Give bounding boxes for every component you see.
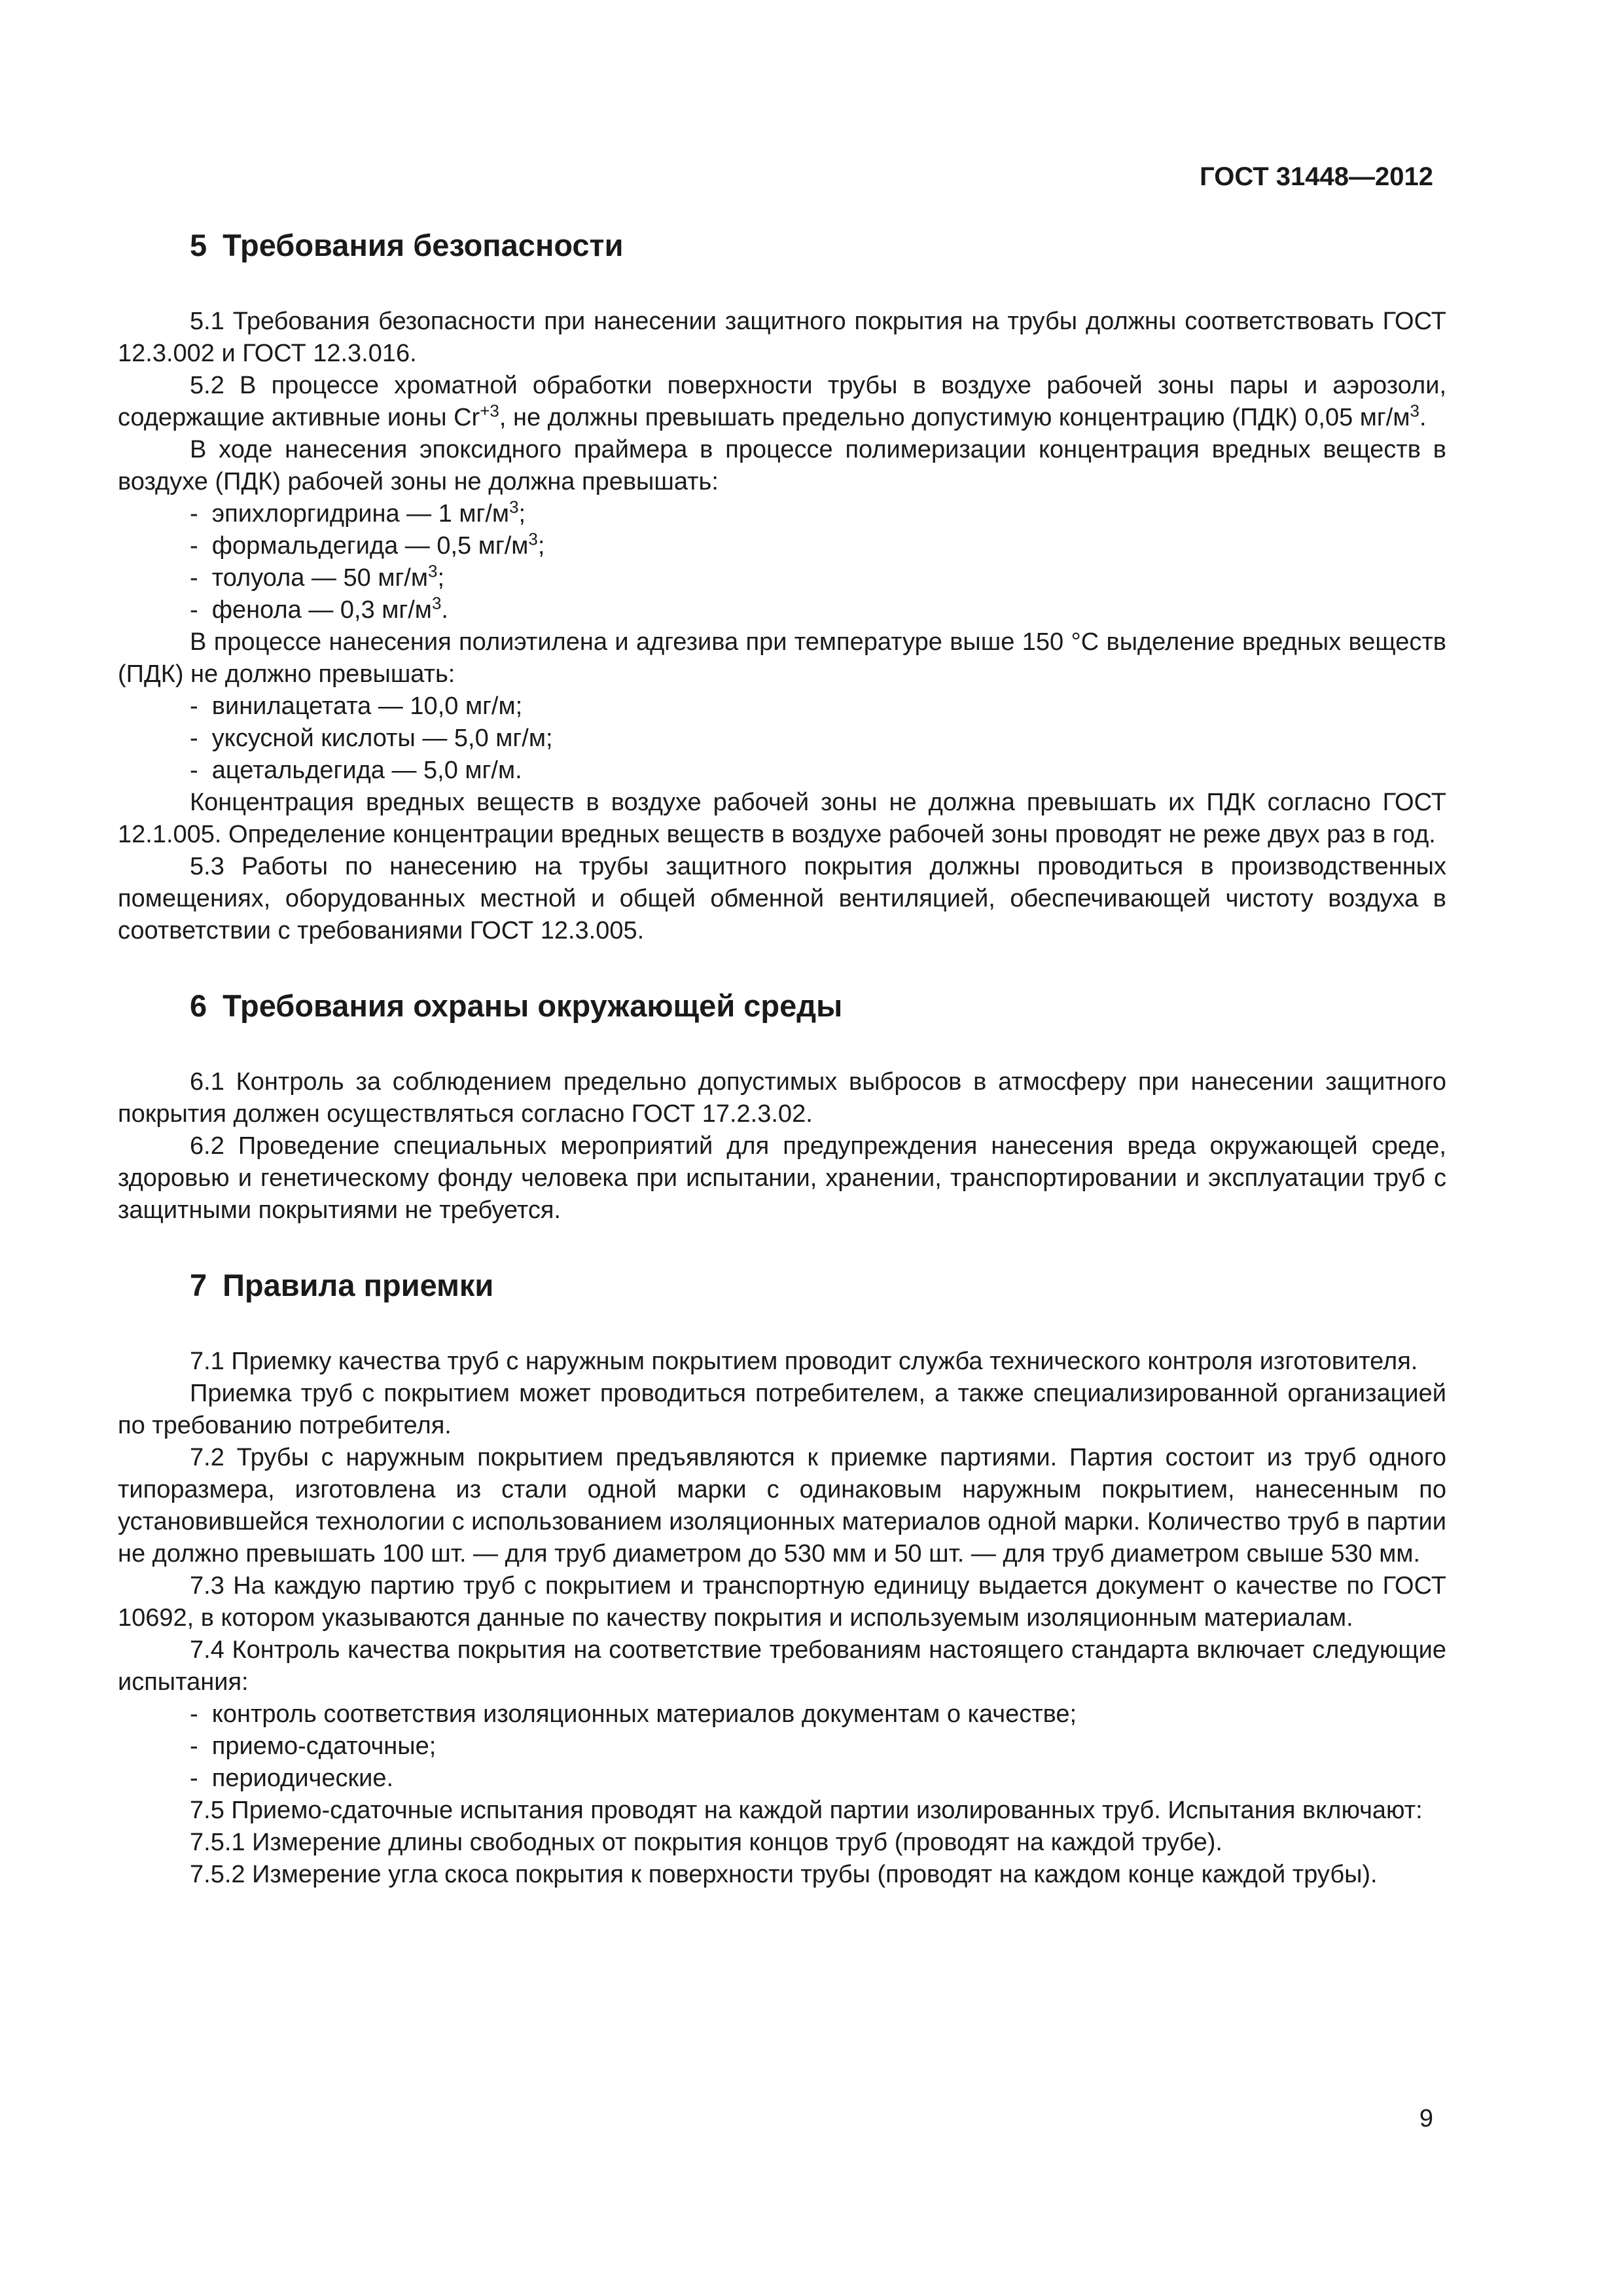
polyethylene-limits-list	[118, 691, 1446, 787]
clause-7-5-1: 7.5.1 Измерение длины свободных от покрытия концов труб (проводят на каждой трубе).	[190, 1829, 1222, 1856]
clause-5-3: 5.3 Работы по нанесению на трубы защитного покрытия должны проводиться в производственных помещениях, оборудованных местной и общей обменной вентиляцией, обеспечивающей чистоту воздуха в соответствии с требованиями ГОСТ 12.3.005.	[118, 853, 1446, 944]
page-number: 9	[1419, 2105, 1433, 2132]
concentration-paragraph: Концентрация вредных веществ в воздухе рабочей зоны не должна превышать их ПДК согласно ГОСТ 12.1.005. Определение концентрации вредных веществ в воздухе рабочей зоны проводят не реже двух раз в год.	[118, 789, 1446, 848]
clause-5-2-text-cont: , не должны превышать предельно допустимую концентрацию (ПДК) 0,05 мг/м	[499, 404, 1410, 431]
section-5-number: 5	[190, 228, 207, 262]
clause-7-1-cont: Приемка труб с покрытием может проводиться потребителем, а также специализированной организацией по требованию потребителя.	[118, 1380, 1446, 1439]
clause-6-1: 6.1 Контроль за соблюдением предельно допустимых выбросов в атмосферу при нанесении защитного покрытия должен осуществляться согласно ГОСТ 17.2.3.02.	[118, 1068, 1446, 1128]
clause-7-5: 7.5 Приемо-сдаточные испытания проводят на каждой партии изолированных труб. Испытания включают:	[190, 1797, 1423, 1824]
epoxy-limits-list	[118, 498, 1446, 626]
page-content	[118, 226, 1446, 1891]
clause-5-2	[118, 370, 1446, 434]
epoxy-intro: В ходе нанесения эпоксидного праймера в процессе полимеризации концентрация вредных веществ в воздухе (ПДК) рабочей зоны не должна превышать:	[118, 436, 1446, 495]
section-7-title: Правила приемки	[223, 1268, 494, 1302]
clause-7-4: 7.4 Контроль качества покрытия на соответствие требованиям настоящего стандарта включает следующие испытания:	[118, 1636, 1446, 1696]
list-item: - ацетальдегида — 5,0 мг/м.	[190, 755, 1446, 787]
tests-list	[118, 1698, 1446, 1795]
clause-5-2-superscript: +3	[480, 401, 499, 421]
list-item: - винилацетата — 10,0 мг/м;	[190, 691, 1446, 723]
section-6-number: 6	[190, 988, 207, 1023]
clause-5-2-superscript-unit: 3	[1410, 401, 1419, 421]
document-id: ГОСТ 31448—2012	[1200, 162, 1433, 191]
clause-5-2-end: .	[1419, 404, 1427, 431]
section-5-title: Требования безопасности	[223, 228, 624, 262]
clause-7-2: 7.2 Трубы с наружным покрытием предъявляются к приемке партиями. Партия состоит из труб одного типоразмера, изготовлена из стали одной марки с одинаковым наружным покрытием, нанесенным по установившейся технологии с использованием изоляционных материалов одной марки. Количество труб в партии не должно превышать 100 шт. — для труб диаметром до 530 мм и 50 шт. — для труб диаметром свыше 530 мм.	[118, 1444, 1446, 1568]
list-item: - фенола — 0,3 $мг/м^3$.	[190, 594, 1446, 626]
list-item: - толуола — 50 $мг/м^3$;	[190, 562, 1446, 594]
section-7-number: 7	[190, 1268, 207, 1302]
polyethylene-intro: В процессе нанесения полиэтилена и адгезива при температуре выше 150 °С выделение вредных веществ (ПДК) не должно превышать:	[118, 628, 1446, 688]
section-5-heading	[190, 226, 1446, 265]
list-item: - периодические.	[190, 1763, 1446, 1795]
clause-5-1: 5.1 Требования безопасности при нанесении защитного покрытия на трубы должны соответствовать ГОСТ 12.3.002 и ГОСТ 12.3.016.	[118, 308, 1446, 367]
section-6-title: Требования охраны окружающей среды	[223, 988, 843, 1023]
section-7-heading	[190, 1266, 1446, 1305]
clause-7-5-2: 7.5.2 Измерение угла скоса покрытия к поверхности трубы (проводят на каждом конце каждой трубы).	[190, 1861, 1378, 1888]
list-item: - формальдегида — 0,5 $мг/м^3$;	[190, 530, 1446, 562]
clause-5-2-text: 5.2 В процессе хроматной обработки поверхности трубы в воздухе рабочей зоны пары и аэрозоли, содержащие активные ионы Cr	[118, 372, 1446, 431]
section-6-heading	[190, 986, 1446, 1026]
list-item: - приемо-сдаточные;	[190, 1731, 1446, 1763]
list-item: - контроль соответствия изоляционных материалов документам о качестве;	[190, 1698, 1446, 1731]
clause-7-1: 7.1 Приемку качества труб с наружным покрытием проводит служба технического контроля изготовителя.	[190, 1348, 1418, 1375]
clause-6-2: 6.2 Проведение специальных мероприятий для предупреждения нанесения вреда окружающей среде, здоровью и генетическому фонду человека при испытании, хранении, транспортировании и эксплуатации труб с защитными покрытиями не требуется.	[118, 1132, 1446, 1224]
list-item: - уксусной кислоты — 5,0 мг/м;	[190, 723, 1446, 755]
list-item: - эпихлоргидрина — 1 $мг/м^3$;	[190, 498, 1446, 530]
clause-7-3: 7.3 На каждую партию труб с покрытием и транспортную единицу выдается документ о качестве по ГОСТ 10692, в котором указываются данные по качеству покрытия и используемым изоляционным материалам.	[118, 1572, 1446, 1632]
